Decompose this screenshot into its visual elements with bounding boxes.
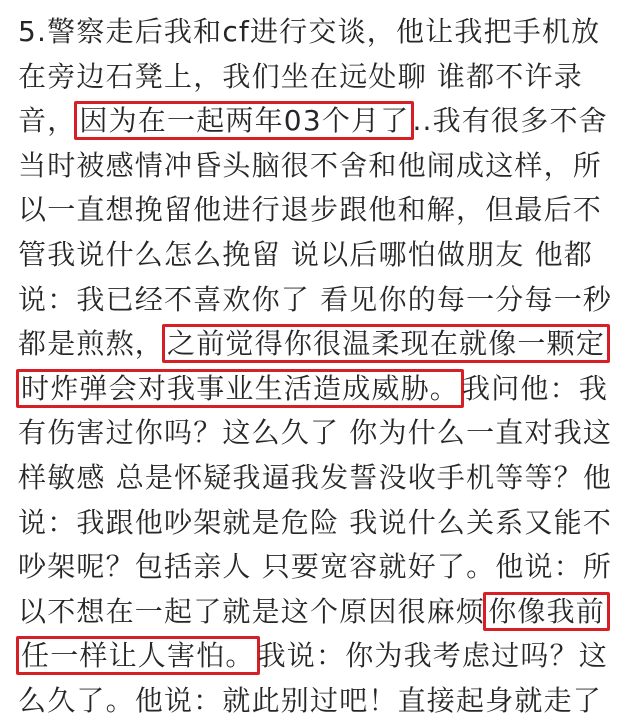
text-segment: 管我说什么怎么挽留 说以后哪怕做朋友 他都 [18, 237, 594, 271]
text-line [18, 456, 634, 501]
text-segment: 说：我已经不喜欢你了 看见你的每一分每一秒 [18, 282, 613, 316]
text-line [18, 188, 634, 233]
text-segment: 都是煎熬， [18, 327, 165, 361]
text-line [18, 55, 634, 100]
text-line [18, 411, 634, 456]
message-text-block [18, 10, 634, 724]
text-segment: 说：我跟他吵架就是危险 我说什么关系又能不 [18, 505, 613, 539]
text-line [18, 679, 634, 724]
highlighted-phrase: 时炸弹会对我事业生活造成威胁。 [16, 369, 464, 408]
highlighted-phrase: 因为在一起两年03个月了 [74, 101, 414, 140]
text-line [18, 144, 634, 189]
text-line [18, 590, 634, 635]
highlighted-phrase: 你像我前 [483, 592, 610, 631]
text-segment: 吵架呢？包括亲人 只要宽容就好了。他说：所 [18, 550, 613, 584]
text-segment: 在旁边石凳上，我们坐在远处聊 谁都不许录 [18, 59, 583, 93]
text-segment: 我问他：我 [462, 371, 609, 405]
text-segment: 我说：你为我考虑过吗？这 [257, 639, 609, 673]
text-line [18, 322, 634, 367]
text-segment: 当时被感情冲昏头脑很不舍和他闹成这样，所 [18, 148, 603, 182]
highlighted-phrase: 之前觉得你很温柔现在就像一颗定 [162, 324, 610, 363]
text-segment: 音， [18, 104, 77, 138]
text-segment: 以不想在一起了就是这个原因很麻烦 [18, 594, 486, 628]
text-segment: ..我有很多不舍 [412, 104, 608, 138]
text-line [18, 545, 634, 590]
text-segment: 以一直想挽留他进行退步跟他和解，但最后不 [18, 193, 603, 227]
text-line [18, 99, 634, 144]
text-line [18, 233, 634, 278]
text-segment: 样敏感 总是怀疑我逼我发誓没收手机等等？他 [18, 460, 613, 494]
text-segment: 么久了。他说：就此别过吧！直接起身就走了 [18, 683, 603, 717]
text-line [18, 10, 634, 55]
text-line [18, 367, 634, 412]
text-line [18, 278, 634, 323]
text-segment: 5.警察走后我和cf进行交谈，他让我把手机放 [18, 15, 601, 48]
text-line [18, 634, 634, 679]
text-line [18, 501, 634, 546]
text-segment: 有伤害过你吗？这么久了 你为什么一直对我这 [18, 416, 613, 450]
highlighted-phrase: 任一样让人害怕。 [16, 636, 260, 675]
